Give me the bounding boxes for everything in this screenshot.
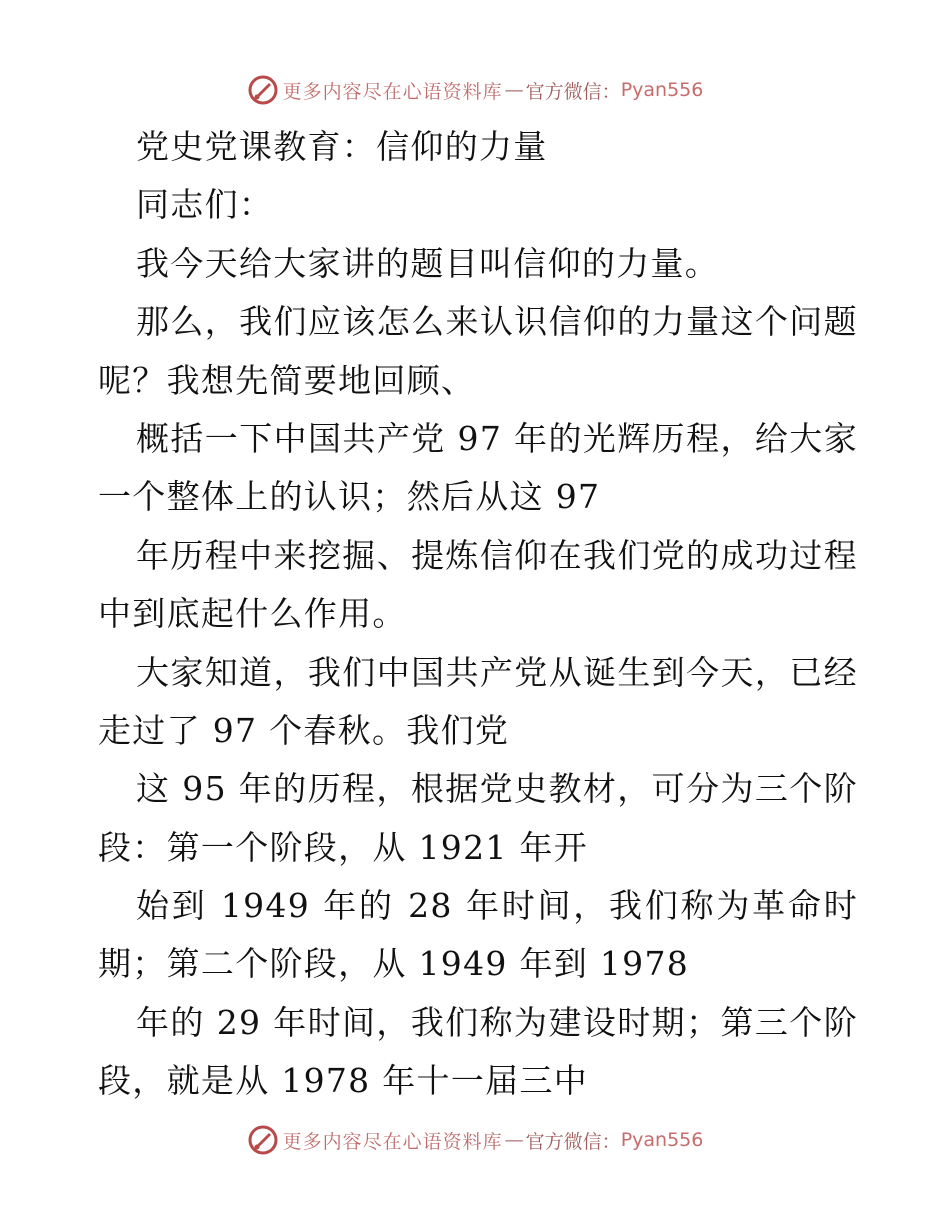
paragraph-line: 始到 1949 年的 28 年时间，我们称为革命时 [136,886,858,926]
banner-wechat-id: Pyan556 [620,79,704,101]
paragraph-line: 年历程中来挖掘、提炼信仰在我们党的成功过程 [136,535,858,575]
paragraph-line: 一个整体上的认识；然后从这 97 [98,477,601,517]
paragraph-line: 呢？我想先简要地回顾、 [98,360,476,400]
paragraph-line: 这 95 年的历程，根据党史教材，可分为三个阶 [136,769,858,809]
paragraph-line: 我今天给大家讲的题目叫信仰的力量。 [136,243,720,283]
banner-label: 官方微信： [525,1130,621,1153]
paragraph-line: 大家知道，我们中国共产党从诞生到今天，已经 [136,652,858,692]
paragraph-line: 期；第二个阶段，从 1949 年到 1978 [98,944,690,984]
paragraph-line: 年的 29 年时间，我们称为建设时期；第三个阶 [136,1002,858,1042]
document-title: 党史党课教育：信仰的力量 [136,127,548,166]
footer-banner [0,1120,950,1160]
document-body [98,118,858,1111]
paragraph-line: 概括一下中国共产党 97 年的光辉历程，给大家 [136,418,858,458]
salutation: 同志们： [136,185,274,225]
banner-wechat-id: Pyan556 [620,1129,704,1151]
header-banner [0,70,950,110]
paragraph-line: 段，就是从 1978 年十一届三中 [98,1061,589,1101]
banner-text: 更多内容尽在心语资料库 [282,1130,503,1153]
paragraph-line: 那么，我们应该怎么来认识信仰的力量这个问题 [136,302,858,342]
brand-logo-icon [247,74,279,106]
banner-separator: — [504,79,524,101]
paragraph-line: 中到底起什么作用。 [98,594,407,634]
brand-logo-icon [247,1124,279,1156]
paragraph-line: 走过了 97 个春秋。我们党 [98,710,510,750]
banner-separator: — [504,1129,524,1151]
banner-label: 官方微信： [525,80,621,103]
banner-text: 更多内容尽在心语资料库 [282,80,503,103]
paragraph-line: 段：第一个阶段，从 1921 年开 [98,827,589,867]
